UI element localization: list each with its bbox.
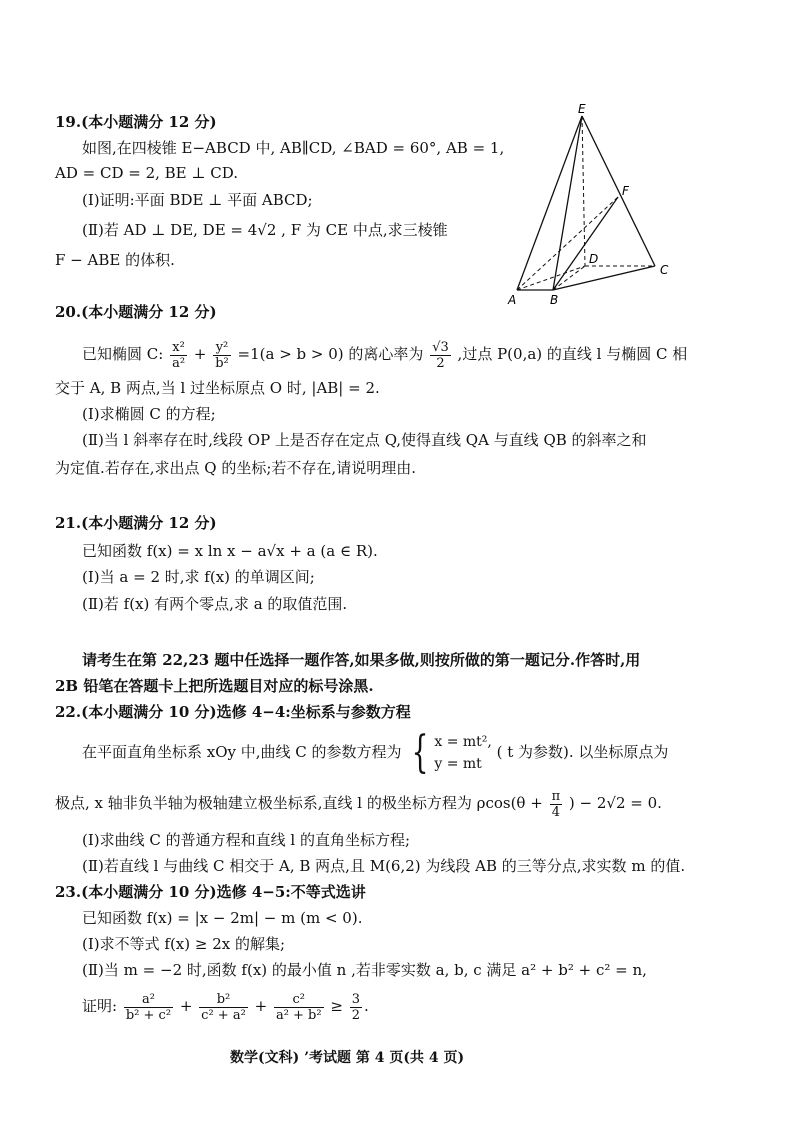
q21-header: 21.(本小题满分 12 分)	[55, 514, 217, 532]
frac-eccentricity: $\frac{√3}{2}$	[432, 339, 449, 371]
q22-header: 22.(本小题满分 10 分)选修 4−4:坐标系与参数方程	[55, 703, 411, 721]
q22-line-2: 极点, x 轴非负半轴为极轴建立极坐标系,直线 l 的极坐标方程为 ρcos(θ + $\frac{\pi}{4}$ ) − 2√2 = 0.	[55, 788, 662, 820]
edge-bc	[553, 266, 655, 290]
edge-af	[517, 197, 618, 290]
q19-part-2a: (Ⅱ)若 AD ⊥ DE, DE = 4√2 , F 为 CE 中点,求三棱锥	[82, 221, 448, 239]
q19-part-2b: F − ABE 的体积.	[55, 251, 175, 269]
frac-2: $\frac{\text{b²}}{\text{c² + a²}}$	[201, 991, 246, 1023]
label-d: D	[589, 252, 599, 266]
q23-header: 23.(本小题满分 10 分)选修 4−5:不等式选讲	[55, 883, 366, 901]
q20-part-1: (Ⅰ)求椭圆 C 的方程;	[82, 405, 216, 423]
q20-part-2b: 为定值.若存在,求出点 Q 的坐标;若不存在,请说明理由.	[55, 459, 416, 477]
q23-line-1: 已知函数 f(x) = |x − 2m| − m (m < 0).	[82, 909, 363, 927]
edge-ea	[517, 116, 582, 290]
page-footer: 数学(文科) ’考试题 第 4 页(共 4 页)	[230, 1050, 465, 1066]
q23-proof: 证明: $\frac{\text{a²}}{\text{b² + c²}}$ + $\frac{\text{b²}}{\text{c² + a²}}$ + $\frac{\text{c²}}{\text{a² + b²}}$ ≥ $\frac{3}{2}$ .	[82, 991, 369, 1023]
frac-x: $\frac{\text{x²}}{\text{a²}}$	[172, 339, 186, 371]
label-c: C	[660, 263, 669, 277]
edge-ed	[582, 116, 585, 266]
label-f: F	[622, 184, 629, 198]
label-e: E	[578, 102, 586, 116]
q19-header: 19.(本小题满分 12 分)	[55, 113, 217, 131]
q22-line-1: 在平面直角坐标系 xOy 中,曲线 C 的参数方程为 { x = mt², y = mt ( t 为参数). 以坐标原点为	[82, 727, 669, 778]
edge-eb	[553, 116, 582, 290]
q23-part-2: (Ⅱ)当 m = −2 时,函数 f(x) 的最小值 n ,若非零实数 a, b, c 满足 a² + b² + c² = n,	[82, 961, 647, 979]
edge-ad	[517, 266, 585, 290]
pyramid-edges	[517, 116, 655, 290]
q19-part-1: (Ⅰ)证明:平面 BDE ⊥ 平面 ABCD;	[82, 191, 313, 209]
label-a: A	[508, 293, 517, 307]
frac-1: $\frac{\text{a²}}{\text{b² + c²}}$	[125, 991, 172, 1023]
system-brace: {	[411, 727, 429, 778]
elective-note-line-1: 请考生在第 22,23 题中任选择一题作答,如果多做,则按所做的第一题记分.作答时,用	[82, 651, 641, 669]
pyramid-hidden-edges	[517, 116, 655, 290]
frac-3: $\frac{\text{c²}}{\text{a² + b²}}$	[275, 991, 322, 1023]
q19-line-1: 如图,在四棱锥 E−ABCD 中, AB∥CD, ∠BAD = 60°, AB = 1,	[82, 139, 505, 157]
frac-pi-4: $\frac{\pi}{4}$	[551, 788, 561, 820]
q22-part-1: (Ⅰ)求曲线 C 的普通方程和直线 l 的直角坐标方程;	[82, 831, 411, 849]
pyramid-figure	[505, 102, 690, 307]
q20-part-2a: (Ⅱ)当 l 斜率存在时,线段 OP 上是否存在定点 Q,使得直线 QA 与直线 QB 的斜率之和	[82, 431, 647, 449]
elective-note-line-2: 2B 铅笔在答题卡上把所选题目对应的标号涂黑.	[55, 677, 374, 695]
q20-line-2: 交于 A, B 两点,当 l 过坐标原点 O 时, |AB| = 2.	[55, 379, 380, 397]
q21-part-2: (Ⅱ)若 f(x) 有两个零点,求 a 的取值范围.	[82, 595, 348, 613]
frac-3-2: $\frac{3}{2}$	[351, 991, 361, 1023]
label-b: B	[550, 293, 559, 307]
q20-line-1: 已知椭圆 C: $\frac{\text{x²}}{\text{a²}}$ + $\frac{\text{y²}}{\text{b²}}$ =1(a > b > 0) 的离心率为 $\frac{√3}{2}$ ,过点 P(0,a) 的直线 l 与椭圆 C 相	[82, 339, 688, 371]
q21-part-1: (Ⅰ)当 a = 2 时,求 f(x) 的单调区间;	[82, 568, 315, 586]
q19-line-2: AD = CD = 2, BE ⊥ CD.	[55, 164, 239, 182]
q20-header: 20.(本小题满分 12 分)	[55, 303, 217, 321]
frac-y: $\frac{\text{y²}}{\text{b²}}$	[215, 339, 229, 371]
edge-ec	[582, 116, 655, 266]
q22-part-2: (Ⅱ)若直线 l 与曲线 C 相交于 A, B 两点,且 M(6,2) 为线段 AB 的三等分点,求实数 m 的值.	[82, 857, 686, 875]
parametric-system: x = mt², y = mt	[434, 734, 492, 772]
edge-bf	[553, 197, 618, 290]
q21-line-1: 已知函数 f(x) = x ln x − a√x + a (a ∈ R).	[82, 542, 378, 560]
q23-part-1: (Ⅰ)求不等式 f(x) ≥ 2x 的解集;	[82, 935, 286, 953]
